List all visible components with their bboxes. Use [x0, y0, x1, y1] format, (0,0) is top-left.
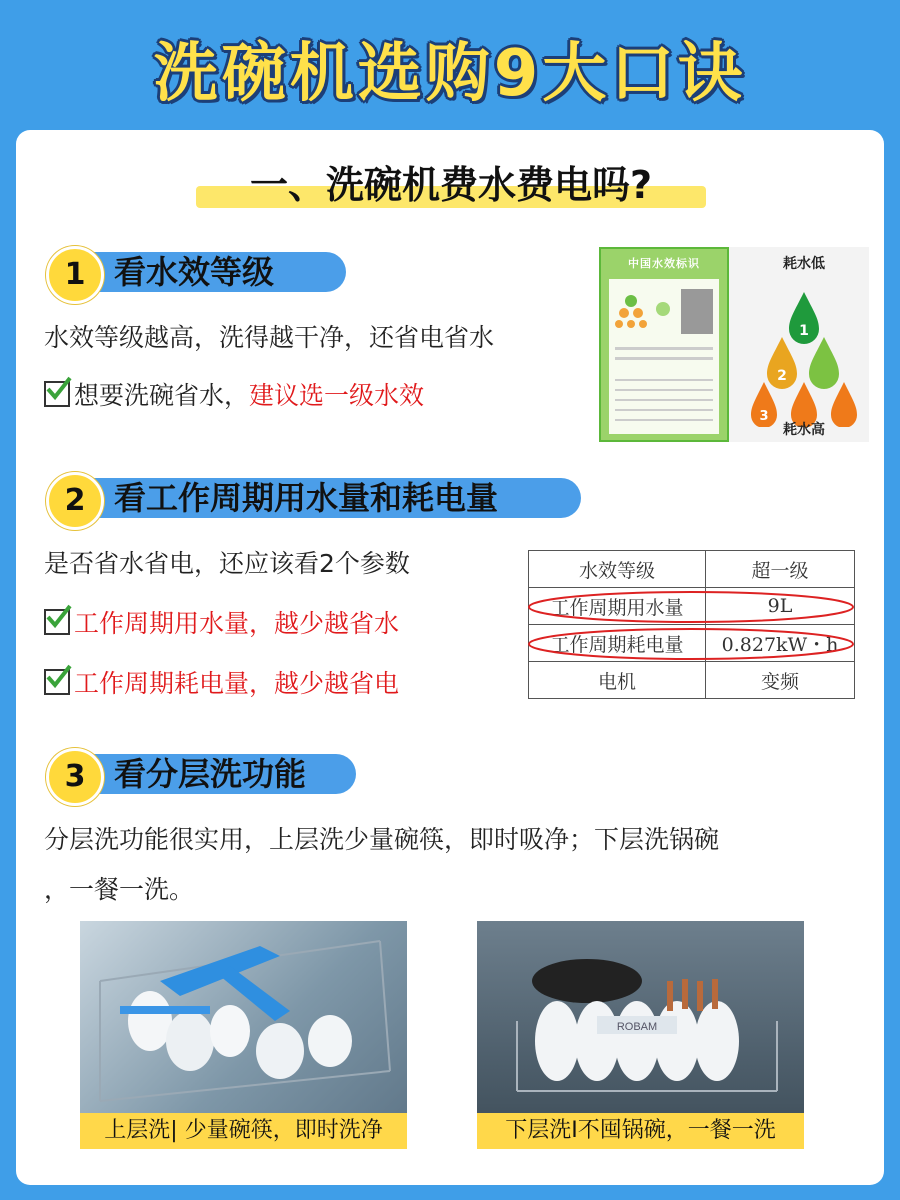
drop-low-label: 耗水低	[783, 256, 825, 272]
section2-line1: 是否省水省电，还应该看2个参数	[44, 549, 410, 578]
main-title: 洗碗机选购9大口诀	[153, 37, 747, 111]
table-row	[529, 662, 855, 699]
table-cell: 超一级	[706, 551, 855, 588]
section2-title: 看工作周期用水量和耗电量	[114, 479, 499, 517]
table-cell: 变频	[706, 662, 855, 699]
check-icon	[44, 381, 70, 407]
water-drops-icon	[739, 277, 869, 427]
subtitle: 一、洗碗机费水费电吗?	[249, 163, 653, 207]
drop-number-3: 3	[759, 409, 769, 424]
label-drops-icon	[609, 279, 719, 434]
check-icon	[44, 609, 70, 635]
drop-number-2: 2	[777, 368, 787, 384]
content-card	[16, 130, 884, 1185]
upper-rack-image	[80, 921, 407, 1113]
section1-title: 看水效等级	[114, 253, 275, 291]
table-row	[529, 551, 855, 588]
lower-rack-photo	[477, 921, 804, 1149]
upper-rack-photo	[80, 921, 407, 1149]
water-efficiency-label	[599, 247, 729, 442]
drop-high-label: 耗水高	[783, 422, 825, 438]
table-cell: 0.827kW・h	[706, 625, 855, 662]
brand-logo: ROBAM	[616, 1021, 658, 1033]
table-cell: 水效等级	[529, 551, 706, 588]
section2-check2	[44, 664, 399, 700]
section1-check-red: 建议选一级水效	[249, 381, 425, 410]
section2-check2-text: 工作周期耗电量，越少越省电	[74, 669, 400, 698]
label-body	[609, 279, 719, 434]
lower-rack-image	[477, 921, 804, 1113]
lower-rack-caption: 下层洗I不囤锅碗，一餐一洗	[477, 1113, 804, 1149]
section3-header	[46, 748, 366, 796]
subtitle-block	[196, 163, 706, 208]
table-cell: 工作周期用水量	[529, 588, 706, 625]
section2-check1	[44, 604, 399, 640]
section1-number: 1	[46, 246, 104, 304]
upper-rack-caption: 上层洗| 少量碗筷，即时洗净	[80, 1113, 407, 1149]
section2-number: 2	[46, 472, 104, 530]
section3-desc-line2: ，一餐一洗。	[44, 875, 195, 904]
check-icon	[44, 669, 70, 695]
section1-line1: 水效等级越高，洗得越干净，还省电省水	[44, 323, 495, 352]
table-cell: 工作周期耗电量	[529, 625, 706, 662]
section3-desc-line1: 分层洗功能很实用，上层洗少量碗筷，即时吸净；下层洗锅碗	[44, 825, 720, 854]
section1-check-text: 想要洗碗省水，	[74, 381, 250, 410]
section2-header	[46, 472, 586, 520]
section2-check1-text: 工作周期用水量，越少越省水	[74, 609, 400, 638]
red-ellipse-annotations	[526, 585, 856, 665]
table-cell: 9L	[706, 588, 855, 625]
section1-check	[44, 376, 424, 412]
section3-title: 看分层洗功能	[114, 755, 307, 793]
drop-number-1: 1	[799, 323, 809, 339]
section1-header	[46, 246, 346, 294]
drop-scale	[739, 247, 869, 442]
table-cell: 电机	[529, 662, 706, 699]
section3-number: 3	[46, 748, 104, 806]
label-header: 中国水效标识	[628, 257, 700, 270]
water-efficiency-figure	[599, 247, 869, 442]
